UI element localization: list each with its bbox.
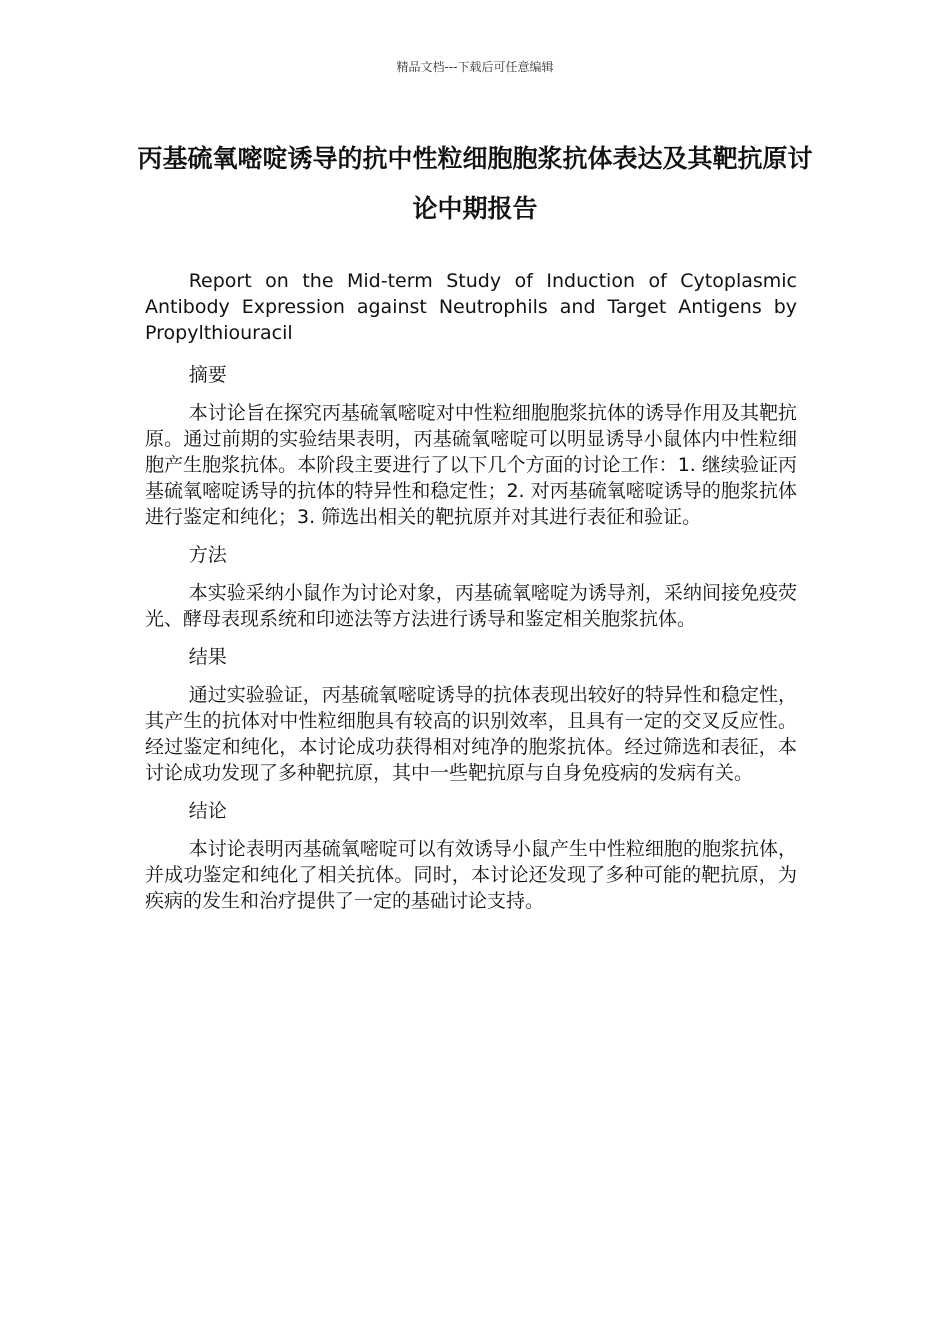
section-heading-abstract: 摘要 <box>188 364 227 386</box>
section-heading-conclusion: 结论 <box>188 800 227 822</box>
section-body-methods: 本实验采纳小鼠作为讨论对象，丙基硫氧嘧啶为诱导剂，采纳间接免疫荧光、酵母表现系统和印迹法等方法进行诱导和鉴定相关胞浆抗体。 <box>145 582 797 630</box>
document-body <box>145 268 797 926</box>
section-heading-results: 结果 <box>188 646 227 668</box>
english-title: Report on the Mid-term Study of Induction of Cytoplasmic Antibody Expression against Neutrophils and Target Antigens by Propylthiouracil <box>145 270 797 344</box>
document-title: 丙基硫氧嘧啶诱导的抗中性粒细胞胞浆抗体表达及其靶抗原讨论中期报告 <box>137 144 813 223</box>
section-body-results: 通过实验验证，丙基硫氧嘧啶诱导的抗体表现出较好的特异性和稳定性，其产生的抗体对中性粒细胞具有较高的识别效率，且具有一定的交叉反应性。经过鉴定和纯化，本讨论成功获得相对纯净的胞浆抗体。经过筛选和表征，本讨论成功发现了多种靶抗原，其中一些靶抗原与自身免疫病的发病有关。 <box>145 684 797 784</box>
section-body-conclusion: 本讨论表明丙基硫氧嘧啶可以有效诱导小鼠产生中性粒细胞的胞浆抗体，并成功鉴定和纯化了相关抗体。同时，本讨论还发现了多种可能的靶抗原，为疾病的发生和治疗提供了一定的基础讨论支持。 <box>145 838 797 912</box>
header-note: 精品文档---下载后可任意编辑 <box>396 60 554 74</box>
section-body-abstract: 本讨论旨在探究丙基硫氧嘧啶对中性粒细胞胞浆抗体的诱导作用及其靶抗原。通过前期的实验结果表明，丙基硫氧嘧啶可以明显诱导小鼠体内中性粒细胞产生胞浆抗体。本阶段主要进行了以下几个方面的讨论工作：1. 继续验证丙基硫氧嘧啶诱导的抗体的特异性和稳定性；2. 对丙基硫氧嘧啶诱导的胞浆抗体进行鉴定和纯化；3. 筛选出相关的靶抗原并对其进行表征和验证。 <box>145 402 797 528</box>
section-heading-methods: 方法 <box>188 544 227 566</box>
